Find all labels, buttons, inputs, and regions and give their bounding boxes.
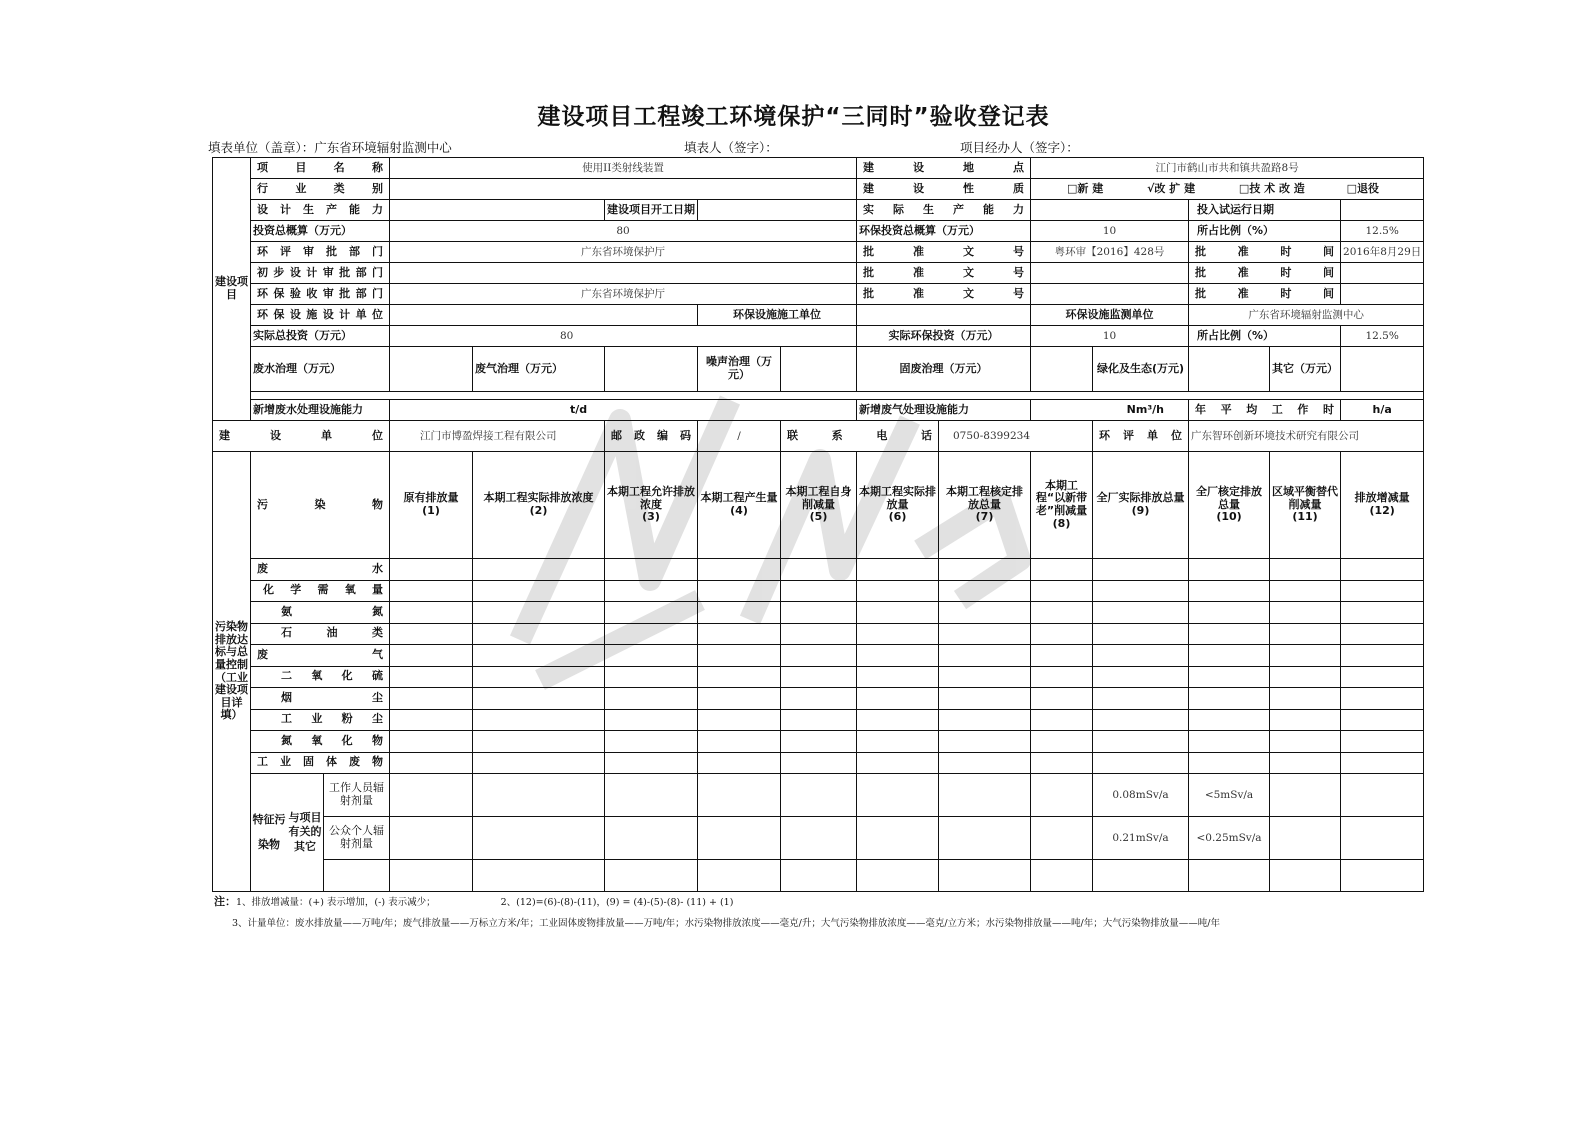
pollutant-row-label: 氨氮 [251, 602, 390, 624]
label-design-capacity: 设计生产能力 [251, 200, 390, 221]
value-prelim-dept [390, 263, 857, 284]
label-site: 建设地点 [857, 158, 1031, 179]
label-actual-total: 实际总投资（万元） [251, 326, 390, 347]
pollutant-row-label: 工业粉尘 [251, 709, 390, 731]
value-construct-unit [857, 305, 1031, 326]
note-line-2: 2、(12)=(6)-(8)-(11)，(9) = (4)-(5)-(8)- (11) + (1) [500, 897, 734, 908]
col-header-8: 本期工程“以新带老”削减量 (8) [1031, 452, 1093, 559]
pollutant-row-label: 工业固体废物 [251, 752, 390, 774]
label-actual-capacity: 实际生产能力 [857, 200, 1031, 221]
value-monitor-unit: 广东省环境辐射监测中心 [1189, 305, 1424, 326]
label-monitor-unit: 环保设施监测单位 [1031, 305, 1189, 326]
fill-unit: 填表单位（盖章）：广东省环境辐射监测中心 [208, 140, 452, 155]
value-gas [605, 347, 698, 392]
nature-option-new: □新 建 [1067, 181, 1104, 195]
value-hours: h/a [1341, 400, 1424, 421]
col-header-1: 原有排放量 (1) [390, 452, 473, 559]
manager-sign: 项目经办人（签字）： [960, 140, 1079, 155]
special-group1-label: 特征污染物 [252, 813, 286, 851]
filler-sign: 填表人（签字）： [684, 140, 778, 155]
special-group-cell [251, 774, 324, 892]
pollutant-row-label: 二氧化硫 [251, 666, 390, 688]
col-header-6: 本期工程实际排放量 (6) [857, 452, 939, 559]
value-accept-dept: 广东省环境保护厅 [390, 284, 857, 305]
value-design-unit [390, 305, 698, 326]
value-design-capacity [390, 200, 605, 221]
value-new-water: t/d [390, 400, 857, 421]
label-gas: 废气治理（万元） [473, 347, 605, 392]
special-row-label: 公众个人辐射剂量 [324, 817, 390, 860]
value-total-budget: 80 [390, 221, 857, 242]
label-accept-dept: 环保验收审批部门 [251, 284, 390, 305]
value-green [1189, 347, 1270, 392]
label-industry: 行业类别 [251, 179, 390, 200]
label-nature: 建设性质 [857, 179, 1031, 200]
value-accept-time [1341, 284, 1424, 305]
label-ratio: 所占比例（%） [1189, 221, 1341, 242]
value-start-date [698, 200, 857, 221]
label-construct-unit: 环保设施施工单位 [698, 305, 857, 326]
value-prelim-no [1031, 263, 1189, 284]
special-approved-value: <0.25mSv/a [1189, 817, 1270, 860]
label-green: 绿化及生态(万元) [1093, 347, 1189, 392]
special-actual-value: 0.08mSv/a [1093, 774, 1189, 817]
value-ratio: 12.5% [1341, 221, 1424, 242]
spacer-row [251, 392, 1424, 400]
label-start-date: 建设项目开工日期 [605, 200, 698, 221]
nature-option-retire: □退役 [1346, 181, 1380, 195]
label-solid: 固废治理（万元） [857, 347, 1031, 392]
label-other: 其它（万元） [1270, 347, 1341, 392]
value-actual-total: 80 [390, 326, 857, 347]
col-header-7: 本期工程核定排放总量 (7) [939, 452, 1031, 559]
nature-option-tech: □技 术 改 造 [1238, 181, 1305, 195]
value-eia-dept: 广东省环境保护厅 [390, 242, 857, 263]
label-design-unit: 环保设施设计单位 [251, 305, 390, 326]
pollutant-row-label: 石油类 [251, 623, 390, 645]
col-header-9: 全厂实际排放总量 (9) [1093, 452, 1189, 559]
col-header-4: 本期工程产生量 (4) [698, 452, 781, 559]
col-header-10: 全厂核定排放总量 (10) [1189, 452, 1270, 559]
note-line-1: 注：1、排放增减量：(+) 表示增加，(-) 表示减少； 2、(12)=(6)-(8)-(11)，(9) = (4)-(5)-(8)- (11) + (1) [214, 895, 734, 908]
special-actual-value: 0.21mSv/a [1093, 817, 1189, 860]
value-other [1341, 347, 1424, 392]
value-actual-capacity [1031, 200, 1189, 221]
label-eia-dept: 环评审批部门 [251, 242, 390, 263]
label-actual-ratio: 所占比例（%） [1189, 326, 1341, 347]
label-phone: 联系电话 [781, 421, 939, 452]
value-new-gas: Nm³/h [1031, 400, 1189, 421]
col-header-11: 区域平衡替代削减量 (11) [1270, 452, 1341, 559]
value-actual-env: 10 [1031, 326, 1189, 347]
value-solid [1031, 347, 1093, 392]
section-pollution-label: 污染物排放达标与总量控制（工业建设项目详填） [213, 452, 251, 892]
label-trial-date: 投入试运行日期 [1189, 200, 1341, 221]
value-builder: 江门市博盈焊接工程有限公司 [390, 421, 605, 452]
col-header-12: 排放增减量 (12) [1341, 452, 1424, 559]
label-prelim-dept: 初步设计审批部门 [251, 263, 390, 284]
label-eia-time: 批准时间 [1189, 242, 1341, 263]
registration-table [212, 157, 1424, 892]
col-header-5: 本期工程自身削减量 (5) [781, 452, 857, 559]
value-env-budget: 10 [1031, 221, 1189, 242]
label-hours: 年平均工作时 [1189, 400, 1341, 421]
value-industry [390, 179, 857, 200]
value-postcode: / [698, 421, 781, 452]
label-noise: 噪声治理（万元） [698, 347, 781, 392]
section-project-label: 建设项目 [213, 158, 251, 421]
value-site: 江门市鹤山市共和镇共盈路8号 [1031, 158, 1424, 179]
label-pollutant: 污染物 [251, 452, 390, 559]
value-nature [1031, 179, 1424, 200]
value-phone: 0750-8399234 [939, 421, 1093, 452]
pollutant-row-label: 废气 [251, 645, 390, 667]
pollutant-row-label: 氮氧化物 [251, 731, 390, 753]
form-title: 建设项目工程竣工环境保护“三同时”验收登记表 [537, 104, 1050, 130]
value-project-name: 使用II类射线装置 [390, 158, 857, 179]
label-water: 废水治理（万元） [251, 347, 390, 392]
label-accept-time: 批准时间 [1189, 284, 1341, 305]
value-water [390, 347, 473, 392]
special-row-label: 工作人员辐射剂量 [324, 774, 390, 817]
value-eia-time: 2016年8月29日 [1341, 242, 1424, 263]
label-eia-no: 批准文号 [857, 242, 1031, 263]
value-accept-no [1031, 284, 1189, 305]
label-project-name: 项目名称 [251, 158, 390, 179]
col-header-3: 本期工程允许排放浓度 (3) [605, 452, 698, 559]
value-noise [781, 347, 857, 392]
label-prelim-no: 批准文号 [857, 263, 1031, 284]
special-group2-label: 与项目有关的其它 [288, 811, 322, 853]
label-accept-no: 批准文号 [857, 284, 1031, 305]
note-line-3: 3、计量单位：废水排放量——万吨/年；废气排放量——万标立方米/年；工业固体废物排放量——万吨/年；水污染物排放浓度——毫克/升；大气污染物排放浓度——毫克/立方米；水污染物排放量——吨/年；大气污染物排放量——吨/年 [232, 918, 1220, 929]
label-eia-unit: 环评单位 [1093, 421, 1189, 452]
label-postcode: 邮政编码 [605, 421, 698, 452]
pollutant-row-label: 废水 [251, 559, 390, 581]
label-env-budget: 环保投资总概算（万元） [857, 221, 1031, 242]
special-approved-value: <5mSv/a [1189, 774, 1270, 817]
label-builder: 建设单位 [213, 421, 390, 452]
value-actual-ratio: 12.5% [1341, 326, 1424, 347]
label-new-water: 新增废水处理设施能力 [251, 400, 390, 421]
value-trial-date [1341, 200, 1424, 221]
label-prelim-time: 批准时间 [1189, 263, 1341, 284]
value-eia-unit: 广东智环创新环境技术研究有限公司 [1189, 421, 1424, 452]
label-new-gas: 新增废气处理设施能力 [857, 400, 1031, 421]
nature-option-expand: √改 扩 建 [1147, 181, 1196, 195]
label-actual-env: 实际环保投资（万元） [857, 326, 1031, 347]
pollutant-row-label: 化学需氧量 [251, 580, 390, 602]
col-header-2: 本期工程实际排放浓度 (2) [473, 452, 605, 559]
value-eia-no: 粤环审【2016】428号 [1031, 242, 1189, 263]
value-prelim-time [1341, 263, 1424, 284]
pollutant-row-label: 烟尘 [251, 688, 390, 710]
label-total-budget: 投资总概算（万元） [251, 221, 390, 242]
